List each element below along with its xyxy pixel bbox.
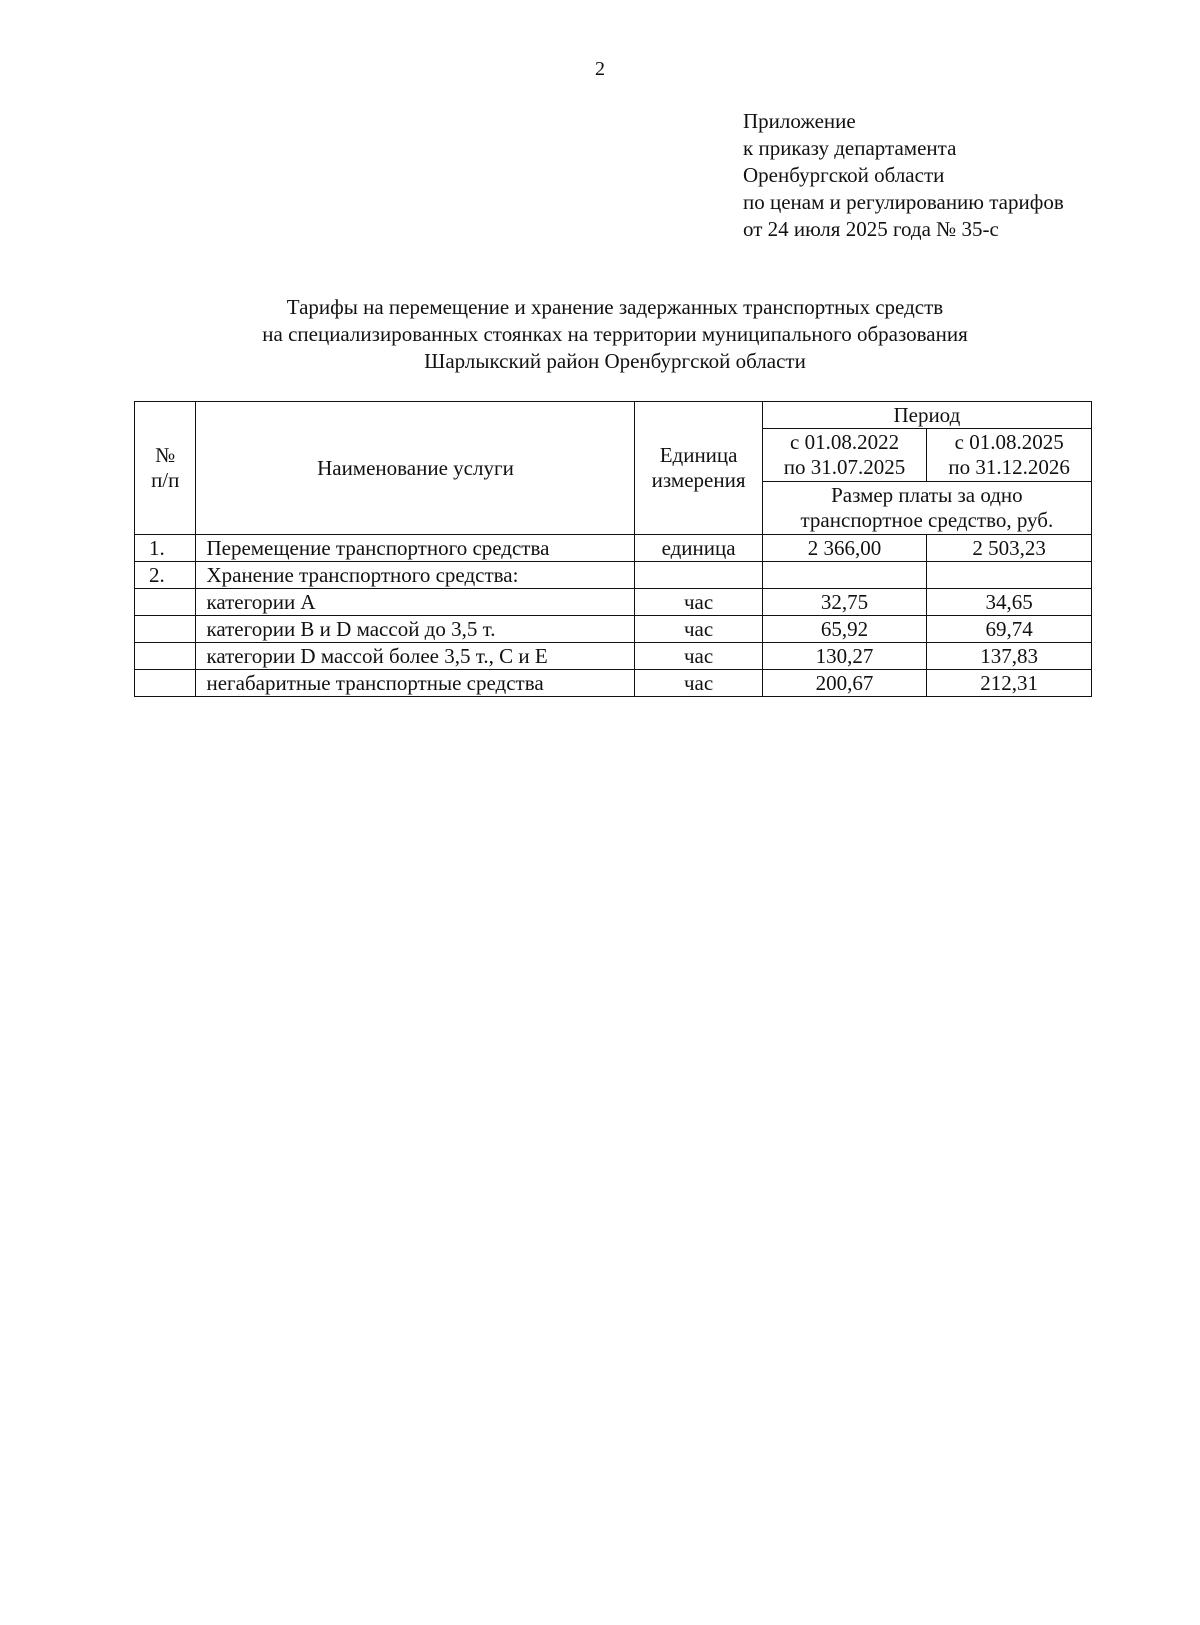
fee-line2: транспортное средство, руб. bbox=[800, 508, 1054, 532]
row-num bbox=[135, 643, 196, 670]
table-row bbox=[135, 589, 1092, 616]
row-p2: 212,31 bbox=[927, 670, 1092, 697]
header-service-name: Наименование услуги bbox=[196, 402, 635, 535]
header-fee bbox=[762, 482, 1091, 535]
header-unit-line2: измерения bbox=[651, 468, 746, 492]
row-p1: 130,27 bbox=[762, 643, 927, 670]
row-num bbox=[135, 589, 196, 616]
row-name: категории D массой более 3,5 т., С и Е bbox=[196, 643, 635, 670]
row-p2: 137,83 bbox=[927, 643, 1092, 670]
row-p1: 2 366,00 bbox=[762, 535, 927, 562]
header-num-line1: № bbox=[155, 443, 176, 467]
row-unit: час bbox=[635, 616, 762, 643]
table-row bbox=[135, 616, 1092, 643]
row-p1 bbox=[762, 562, 927, 589]
appendix-line: по ценам и регулированию тарифов bbox=[743, 190, 1064, 214]
appendix-block bbox=[743, 108, 1064, 243]
row-p2: 69,74 bbox=[927, 616, 1092, 643]
header-num-line2: п/п bbox=[151, 468, 180, 492]
appendix-line: от 24 июля 2025 года № 35-с bbox=[743, 217, 999, 241]
row-unit: час bbox=[635, 670, 762, 697]
row-p2: 34,65 bbox=[927, 589, 1092, 616]
header-period-1 bbox=[762, 429, 927, 482]
row-p2 bbox=[927, 562, 1092, 589]
row-name: Хранение транспортного средства: bbox=[196, 562, 635, 589]
row-num bbox=[135, 670, 196, 697]
row-num bbox=[135, 616, 196, 643]
row-name: негабаритные транспортные средства bbox=[196, 670, 635, 697]
row-num: 2. bbox=[135, 562, 196, 589]
table-header-row bbox=[135, 402, 1092, 429]
row-p1: 200,67 bbox=[762, 670, 927, 697]
row-unit bbox=[635, 562, 762, 589]
header-unit-line1: Единица bbox=[659, 443, 738, 467]
period-1-start: с 01.08.2022 bbox=[790, 430, 900, 454]
period-2-end: по 31.12.2026 bbox=[948, 455, 1070, 479]
header-num bbox=[135, 402, 196, 535]
header-period-2 bbox=[927, 429, 1092, 482]
fee-line1: Размер платы за одно bbox=[831, 483, 1023, 507]
row-unit: единица bbox=[635, 535, 762, 562]
period-2-start: с 01.08.2025 bbox=[954, 430, 1064, 454]
header-period: Период bbox=[762, 402, 1091, 429]
title-line: Шарлыкский район Оренбургской области bbox=[424, 349, 806, 373]
header-unit bbox=[635, 402, 762, 535]
appendix-line: к приказу департамента bbox=[743, 136, 957, 160]
table-row bbox=[135, 643, 1092, 670]
row-num: 1. bbox=[135, 535, 196, 562]
row-name: категории А bbox=[196, 589, 635, 616]
row-unit: час bbox=[635, 643, 762, 670]
appendix-line: Приложение bbox=[743, 109, 856, 133]
row-unit: час bbox=[635, 589, 762, 616]
period-1-end: по 31.07.2025 bbox=[783, 455, 906, 479]
table-row bbox=[135, 535, 1092, 562]
row-name: категории В и D массой до 3,5 т. bbox=[196, 616, 635, 643]
appendix-line: Оренбургской области bbox=[743, 163, 945, 187]
document-title bbox=[0, 294, 1200, 375]
row-p1: 32,75 bbox=[762, 589, 927, 616]
title-line: Тарифы на перемещение и хранение задержанных транспортных средств bbox=[286, 295, 944, 319]
table-row bbox=[135, 562, 1092, 589]
table-row bbox=[135, 670, 1092, 697]
title-line: на специализированных стоянках на территории муниципального образования bbox=[262, 322, 968, 346]
tariffs-table bbox=[134, 401, 1092, 697]
page-number: 2 bbox=[595, 58, 605, 80]
row-name: Перемещение транспортного средства bbox=[196, 535, 635, 562]
row-p1: 65,92 bbox=[762, 616, 927, 643]
row-p2: 2 503,23 bbox=[927, 535, 1092, 562]
